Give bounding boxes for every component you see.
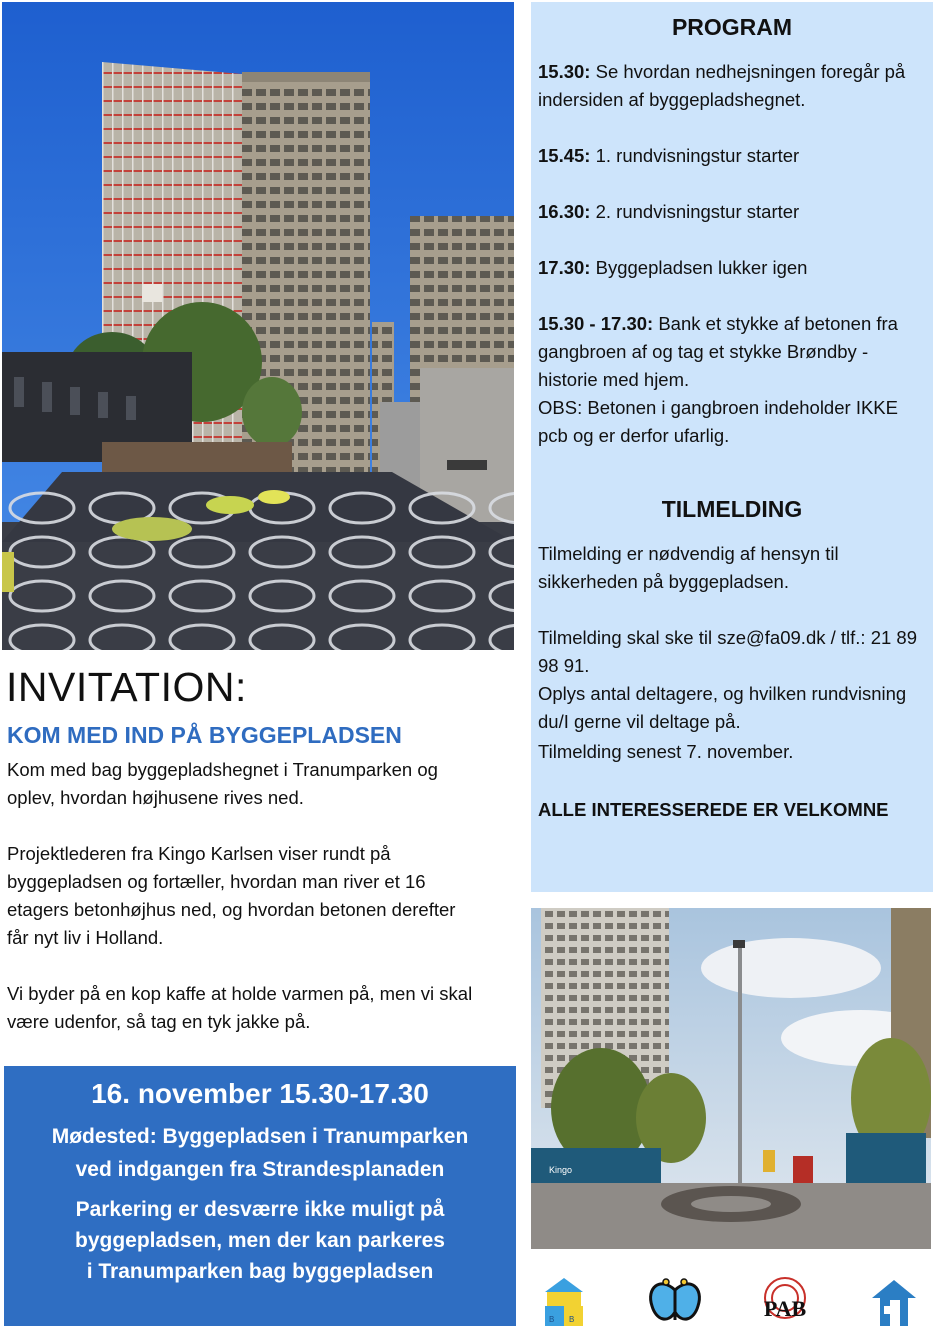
house-logo [870,1276,918,1326]
program-text: Bank et stykke af betonen fra gangbroen af og tag et stykke Brøndby -historie med hjem. [538,313,898,390]
invitation-paragraph: Vi byder på en kop kaffe at holde varmen på, men vi skal være udenfor, så tag en tyk jakke på. [7,983,473,1032]
invitation-body [7,756,477,1064]
pab-logo-text: PAB [763,1296,807,1321]
invitation-paragraph: Kom med bag byggepladshegnet i Tranumparken og oplev, hvordan højhusene rives ned. [7,759,438,808]
tilmelding-text: Tilmelding er nødvendig af hensyn til sikkerheden på byggepladsen. [538,543,839,592]
bbb-logo [541,1276,587,1326]
program-heading: PROGRAM [671,14,793,40]
program-time: 15.30: [538,61,591,82]
tilmelding-heading: TILMELDING [661,496,803,522]
program-item [531,142,933,170]
program-text: Byggepladsen lukker igen [590,257,808,278]
program-time: 15.45: [538,145,591,166]
tilmelding-contact: Tilmelding skal ske til sze@fa09.dk / tlf.: 21 89 98 91. [538,627,918,676]
program-time: 16.30: [538,201,591,222]
program-item [531,198,933,226]
building-photo [2,2,514,650]
invitation-subtitle: KOM MED IND PÅ BYGGEPLADSEN [7,722,402,748]
parking-line: byggepladsen, men der kan parkeres [75,1229,445,1252]
program-note: OBS: Betonen i gangbroen indeholder IKKE pcb og er derfor ufarlig. [538,397,898,446]
invitation-title: INVITATION: [6,664,247,710]
program-panel [531,2,933,892]
program-text: 2. rundvisningstur starter [590,201,800,222]
butterfly-logo [642,1276,708,1326]
parking-info [4,1194,516,1287]
program-time: 17.30: [538,257,591,278]
program-text: Se hvordan nedhejsningen foregår på indersiden af byggepladshegnet. [538,61,906,110]
program-text: 1. rundvisningstur starter [590,145,800,166]
parking-line: Parkering er desværre ikke muligt på [75,1198,445,1221]
construction-site-photo [531,908,931,1249]
fence-sign-text: Kingo [549,1165,573,1175]
tilmelding-deadline: Tilmelding senest 7. november. [538,741,794,762]
meeting-line: Mødested: Byggepladsen i Tranumparken [51,1125,469,1148]
event-date: 16. november 15.30-17.30 [91,1078,429,1109]
meeting-place [4,1120,516,1186]
tilmelding-instructions: Oplys antal deltagere, og hvilken rundvisning du/I gerne vil deltage på. [538,683,907,732]
program-item [531,310,933,394]
pab-logo [745,1276,825,1326]
program-item [531,58,933,114]
svg-text:B: B [549,1315,555,1324]
parking-line: i Tranumparken bag byggepladsen [86,1260,434,1283]
program-item [531,254,933,282]
invitation-paragraph: Projektlederen fra Kingo Karlsen viser rundt på byggepladsen og fortæller, hvordan man river et 16 etagers betonhøjhus ned, og hvordan betonen derefter får nyt liv i Holland. [7,843,456,948]
event-info-box [4,1066,516,1326]
welcome-text: ALLE INTERESSEREDE ER VELKOMNE [538,799,889,820]
program-time: 15.30 - 17.30: [538,313,654,334]
meeting-line: ved indgangen fra Strandesplanaden [75,1158,445,1181]
svg-text:B: B [569,1315,575,1324]
